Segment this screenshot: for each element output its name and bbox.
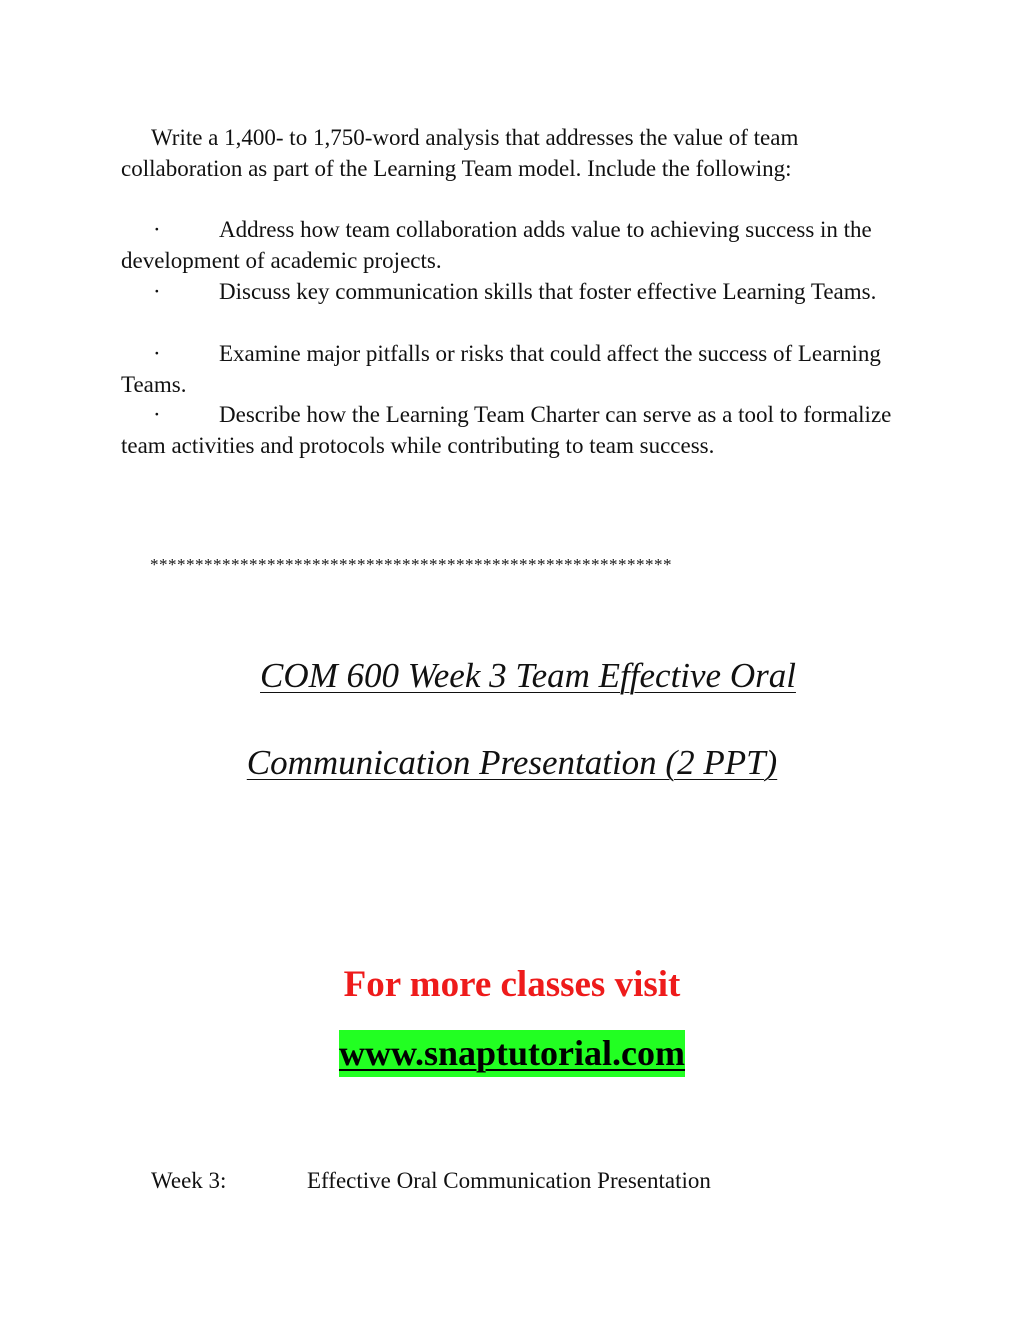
course-heading-line-2: Communication Presentation (2 PPT) xyxy=(246,743,778,782)
week-line xyxy=(151,1168,711,1194)
separator-line: ********************************************************** xyxy=(150,555,672,574)
snaptutorial-link[interactable]: www.snaptutorial.com xyxy=(339,1030,685,1077)
bullet-text: Discuss key communication skills that foster effective Learning Teams. xyxy=(219,279,877,304)
bullet-text: Address how team collaboration adds value to achieving success in the development of academic projects. xyxy=(121,217,872,273)
bullet-marker: · xyxy=(153,217,161,242)
bullet-text: Examine major pitfalls or risks that could affect the success of Learning Teams. xyxy=(121,341,881,397)
bullet-text: Describe how the Learning Team Charter can serve as a tool to formalize team activities and protocols while contributing to team success. xyxy=(121,402,892,458)
bullet-item-4 xyxy=(121,399,921,461)
bullet-marker: · xyxy=(153,402,161,427)
course-heading-line-1: COM 600 Week 3 Team Effective Oral xyxy=(260,656,796,695)
bullet-item-1 xyxy=(121,214,921,276)
bullet-marker: · xyxy=(153,341,161,366)
intro-text: Write a 1,400- to 1,750-word analysis that addresses the value of team collaboration as part of the Learning Team model. Include the following: xyxy=(121,125,799,181)
bullet-marker: · xyxy=(153,279,161,304)
promo-link-container xyxy=(0,1030,1024,1077)
week-label: Week 3: xyxy=(151,1168,227,1193)
bullet-item-2 xyxy=(121,276,921,307)
week-title: Effective Oral Communication Presentation xyxy=(307,1168,711,1193)
intro-paragraph xyxy=(121,122,921,184)
bullet-item-3 xyxy=(121,338,921,400)
promo-visit-text: For more classes visit xyxy=(343,964,681,1005)
